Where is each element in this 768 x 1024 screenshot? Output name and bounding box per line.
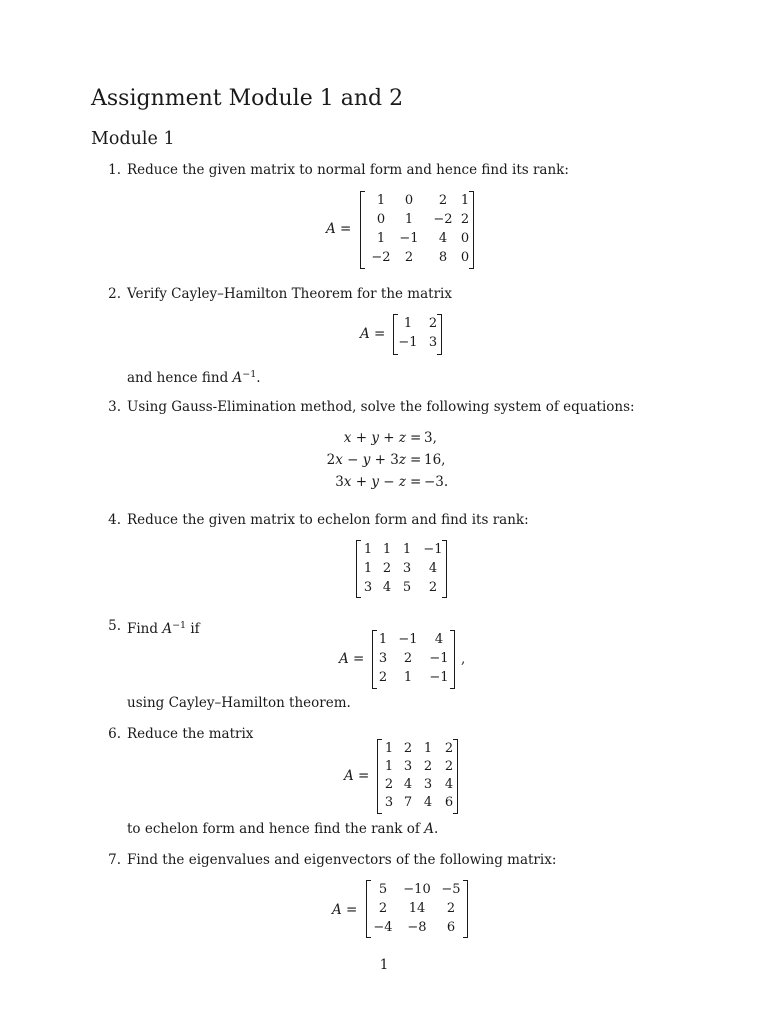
matrix-lhs: A = — [360, 326, 386, 342]
matrix-cell: −1 — [399, 231, 419, 246]
matrix-cell: 4 — [423, 795, 433, 810]
matrix-cell: 1 — [423, 741, 433, 756]
matrix-lhs: A = — [344, 768, 370, 784]
matrix-cell: 0 — [460, 231, 470, 246]
matrix-cell: 1 — [376, 193, 386, 208]
matrix-cell: 2 — [378, 901, 388, 916]
matrix-cell: 2 — [446, 901, 456, 916]
matrix-cell: 2 — [382, 561, 392, 576]
matrix-cell: −1 — [429, 651, 449, 666]
matrix-cell: 3 — [402, 561, 412, 576]
matrix-cell: 1 — [384, 759, 394, 774]
matrix-cell: 4 — [444, 777, 454, 792]
page-number: 1 — [379, 957, 389, 973]
matrix-cell: 1 — [363, 561, 373, 576]
question-text: Reduce the given matrix to normal form and hence find its rank: — [127, 162, 569, 178]
matrix-cell: 1 — [460, 193, 470, 208]
question-number: 6. — [108, 726, 121, 742]
matrix-cell: 2 — [423, 759, 433, 774]
matrix-cell: 2 — [378, 670, 388, 685]
matrix — [377, 740, 458, 813]
matrix-cell: −4 — [373, 920, 393, 935]
matrix-cell: 8 — [438, 250, 448, 265]
question-text: Using Gauss-Elimination method, solve the following system of equations: — [127, 399, 635, 415]
question-number: 4. — [108, 512, 121, 528]
matrix-cell: 7 — [403, 795, 413, 810]
matrix-cell: 1 — [402, 542, 412, 557]
matrix-cell: 1 — [378, 632, 388, 647]
trailing-comma: , — [461, 651, 466, 667]
matrix-cell: 4 — [438, 231, 448, 246]
matrix-cell: 1 — [384, 741, 394, 756]
matrix-cell: 3 — [384, 795, 394, 810]
matrix-cell: 4 — [428, 561, 438, 576]
question-text: Reduce the given matrix to echelon form and find its rank: — [127, 512, 529, 528]
matrix-cell: 1 — [363, 542, 373, 557]
question-followup: to echelon form and hence find the rank of A. — [127, 821, 439, 837]
matrix — [360, 192, 474, 268]
matrix-cell: 2 — [438, 193, 448, 208]
matrix — [372, 631, 455, 688]
question-number: 1. — [108, 162, 121, 178]
matrix-cell: −1 — [429, 670, 449, 685]
matrix-cell: 1 — [382, 542, 392, 557]
matrix-cell: 1 — [403, 316, 413, 331]
matrix-cell: 2 — [404, 250, 414, 265]
matrix-cell: 4 — [382, 580, 392, 595]
matrix-cell: 1 — [404, 212, 414, 227]
matrix-cell: 3 — [363, 580, 373, 595]
matrix-cell: 2 — [428, 580, 438, 595]
matrix-cell: 0 — [460, 250, 470, 265]
question-number: 7. — [108, 852, 121, 868]
matrix-cell: −5 — [441, 882, 461, 897]
matrix-cell: 2 — [428, 316, 438, 331]
matrix-lhs: A = — [326, 221, 352, 237]
matrix-cell: 3 — [428, 335, 438, 350]
matrix-cell: 2 — [384, 777, 394, 792]
matrix-cell: 4 — [403, 777, 413, 792]
matrix-cell: 4 — [434, 632, 444, 647]
matrix-lhs: A = — [339, 651, 365, 667]
matrix-cell: 2 — [444, 741, 454, 756]
matrix-cell: −1 — [398, 335, 418, 350]
question-text: Verify Cayley–Hamilton Theorem for the matrix — [127, 286, 452, 302]
matrix — [356, 541, 447, 597]
section-heading: Module 1 — [91, 129, 175, 149]
matrix-cell: 6 — [446, 920, 456, 935]
matrix-cell: 14 — [408, 901, 426, 916]
question-number: 3. — [108, 399, 121, 415]
matrix-cell: −2 — [371, 250, 391, 265]
matrix-cell: 1 — [403, 670, 413, 685]
matrix-cell: 1 — [376, 231, 386, 246]
matrix-cell: −10 — [403, 882, 431, 897]
matrix-cell: 3 — [378, 651, 388, 666]
matrix-cell: 6 — [444, 795, 454, 810]
question-followup: using Cayley–Hamilton theorem. — [127, 695, 351, 711]
document-title: Assignment Module 1 and 2 — [91, 86, 404, 111]
question-text: Find the eigenvalues and eigenvectors of the following matrix: — [127, 852, 557, 868]
question-followup: and hence find $A^{-1}$. — [127, 369, 261, 386]
question-text: Find $A^{-1}$ if — [127, 620, 200, 637]
matrix-cell: −2 — [433, 212, 453, 227]
matrix — [393, 315, 442, 354]
document-page: Assignment Module 1 and 2 Module 1 1. Reduce the given matrix to normal form and hence find its rank: A = 1 0 2 1 0 1 −2 2 1 −1 4 0 −2 2 8 0 2. Verify Cayley–Hamilton Theorem for the matrix A = 1 2 −1 3 and hence find $A^{-1}$. 3. Using Gauss-Elimination method, solve the following system of equations: x + y + z = 3, 2x − y + 3z = 16, 3x + y − z = −3. 4. Reduce the given matrix to echelon form and find its rank: 1 1 1 −1 1 2 3 4 3 4 5 2 5. Find $A^{-1}$ if A = 1 −1 4 3 2 −1 2 1 −1 , using Cayley–Hamilton theorem. 6. Reduce the matrix A = 1 2 1 2 1 3 2 2 2 4 3 4 3 7 4 6 to echelon form and hence find the rank of A. 7. Find the eigenvalues and eigenvectors of the following matrix: A = 5 −10 −5 2 14 2 −4 −8 6 1 — [0, 0, 768, 1024]
matrix-cell: 3 — [403, 759, 413, 774]
bracket-left — [360, 191, 365, 269]
question-number: 2. — [108, 286, 121, 302]
matrix-cell: 3 — [423, 777, 433, 792]
question-text: Reduce the matrix — [127, 726, 254, 742]
matrix-cell: 2 — [444, 759, 454, 774]
matrix-lhs: A = — [332, 902, 358, 918]
matrix-cell: −8 — [407, 920, 427, 935]
matrix-cell: 5 — [378, 882, 388, 897]
question-number: 5. — [108, 618, 121, 634]
matrix-cell: 0 — [404, 193, 414, 208]
matrix-cell: 2 — [460, 212, 470, 227]
matrix-cell: 2 — [403, 651, 413, 666]
matrix-cell: −1 — [423, 542, 443, 557]
matrix — [366, 881, 468, 937]
matrix-cell: 2 — [403, 741, 413, 756]
matrix-cell: 5 — [402, 580, 412, 595]
matrix-cell: −1 — [398, 632, 418, 647]
matrix-cell: 0 — [376, 212, 386, 227]
